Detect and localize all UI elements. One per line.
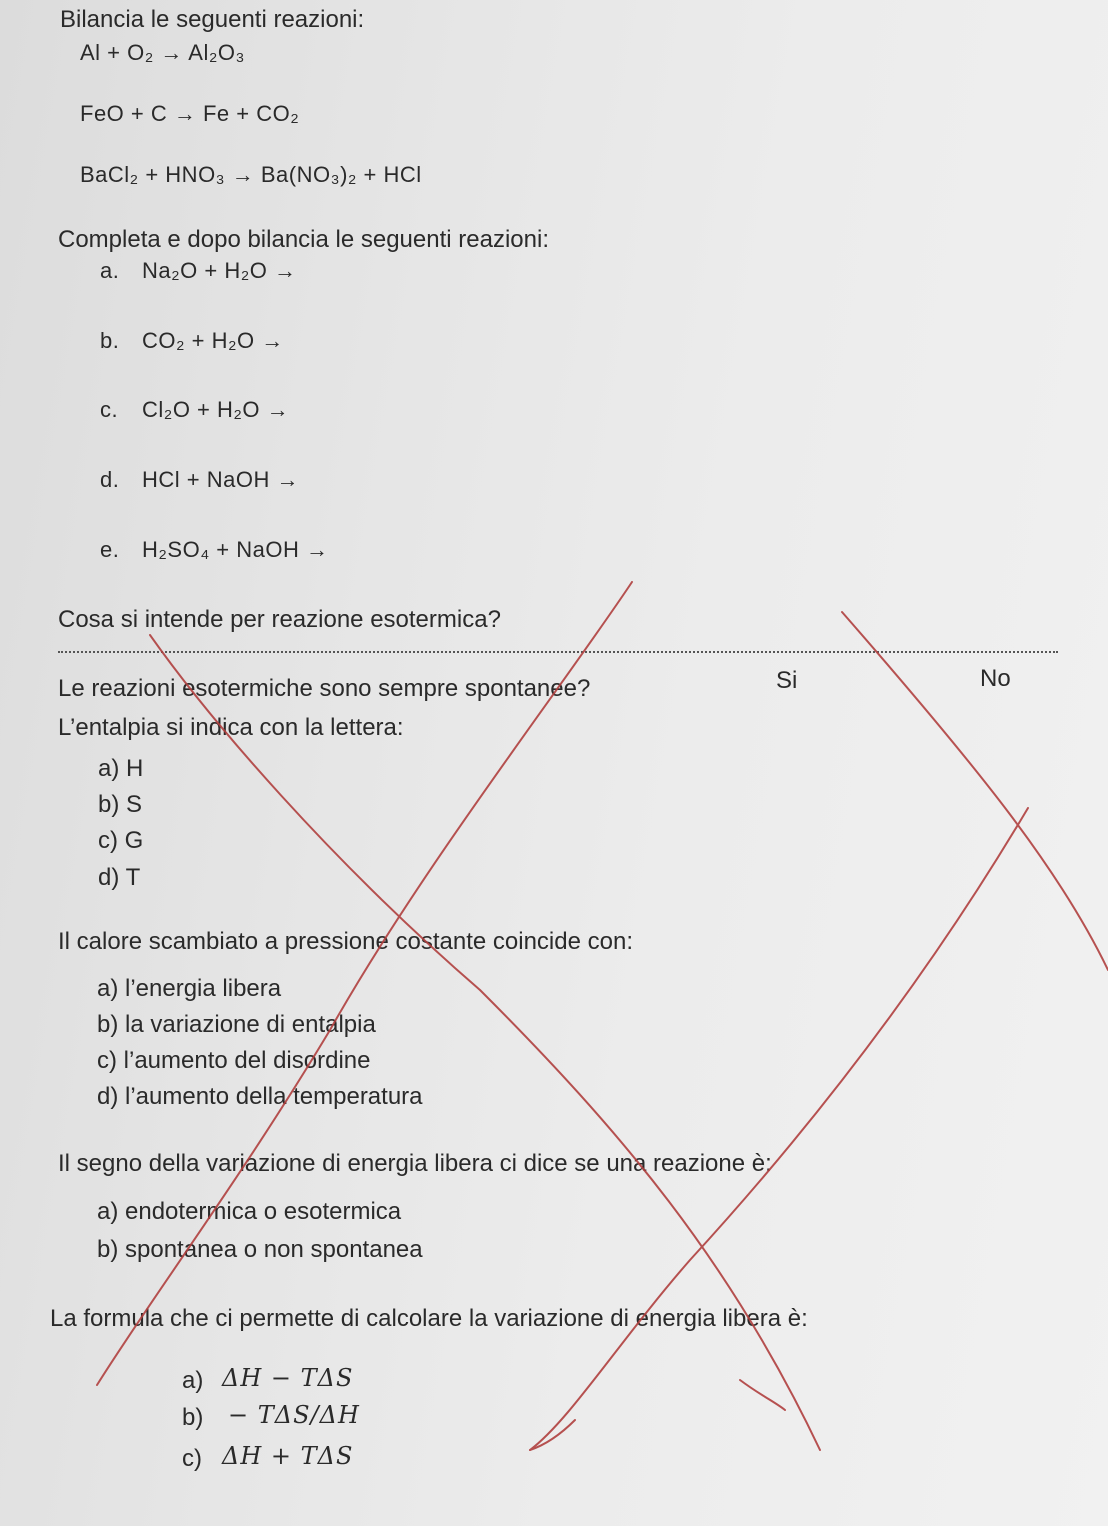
item-letter-c: c. xyxy=(100,397,119,422)
reaction-1: Al + O₂ → Al₂O₃ xyxy=(80,40,245,65)
section-heading-complete: Completa e dopo bilancia le seguenti reazioni: xyxy=(58,226,549,253)
enthalpy-option-c: c) G xyxy=(98,827,144,854)
item-eq-c: Cl₂O + H₂O → xyxy=(142,397,290,422)
heat-option-b: b) la variazione di entalpia xyxy=(97,1011,376,1038)
formula-option-c-label: c) xyxy=(182,1445,202,1472)
sign-option-b: b) spontanea o non spontanea xyxy=(97,1236,423,1263)
pen-stroke-4 xyxy=(530,808,1028,1450)
pen-stroke-6 xyxy=(740,1380,785,1410)
heat-option-d: d) l’aumento della temperatura xyxy=(97,1083,423,1110)
formula-option-a-expr: ΔH − TΔS xyxy=(222,1364,354,1392)
heat-option-c: c) l’aumento del disordine xyxy=(97,1047,371,1074)
pen-stroke-3 xyxy=(842,612,1108,970)
pen-stroke-1 xyxy=(150,635,820,1450)
section-heading-balance: Bilancia le seguenti reazioni: xyxy=(60,6,365,33)
enthalpy-option-d: d) T xyxy=(98,864,141,891)
formula-option-c-expr: ΔH + TΔS xyxy=(222,1442,354,1470)
item-letter-d: d. xyxy=(100,467,120,492)
item-eq-a: Na₂O + H₂O → xyxy=(142,258,297,283)
reaction-3: BaCl₂ + HNO₃ → Ba(NO₃)₂ + HCl xyxy=(80,162,422,187)
question-free-energy-sign: Il segno della variazione di energia libera ci dice se una reazione è: xyxy=(58,1150,772,1177)
formula-option-a-label: a) xyxy=(182,1367,204,1394)
item-letter-e: e. xyxy=(100,537,120,562)
option-yes: Si xyxy=(776,667,798,694)
item-letter-a: a. xyxy=(100,258,120,283)
heat-option-a: a) l’energia libera xyxy=(97,975,282,1002)
question-free-energy-formula: La formula che ci permette di calcolare la variazione di energia libera è: xyxy=(50,1305,808,1332)
enthalpy-option-a: a) H xyxy=(98,755,144,782)
question-spontaneous: Le reazioni esotermiche sono sempre spontanee? xyxy=(58,675,591,702)
question-exothermic: Cosa si intende per reazione esotermica? xyxy=(58,606,501,633)
enthalpy-option-b: b) S xyxy=(98,791,143,818)
question-heat-pressure: Il calore scambiato a pressione costante coincide con: xyxy=(58,928,633,955)
item-eq-b: CO₂ + H₂O → xyxy=(142,328,284,353)
item-letter-b: b. xyxy=(100,328,120,353)
question-enthalpy-letter: L’entalpia si indica con la lettera: xyxy=(58,714,404,741)
item-eq-e: H₂SO₄ + NaOH → xyxy=(142,537,329,562)
option-no: No xyxy=(980,665,1011,692)
sign-option-a: a) endotermica o esotermica xyxy=(97,1198,402,1225)
item-eq-d: HCl + NaOH → xyxy=(142,467,299,492)
reaction-2: FeO + C → Fe + CO₂ xyxy=(80,101,300,126)
formula-option-b-expr: − TΔS/ΔH xyxy=(228,1401,360,1429)
pen-stroke-2 xyxy=(97,582,632,1385)
formula-option-b-label: b) xyxy=(182,1404,204,1431)
